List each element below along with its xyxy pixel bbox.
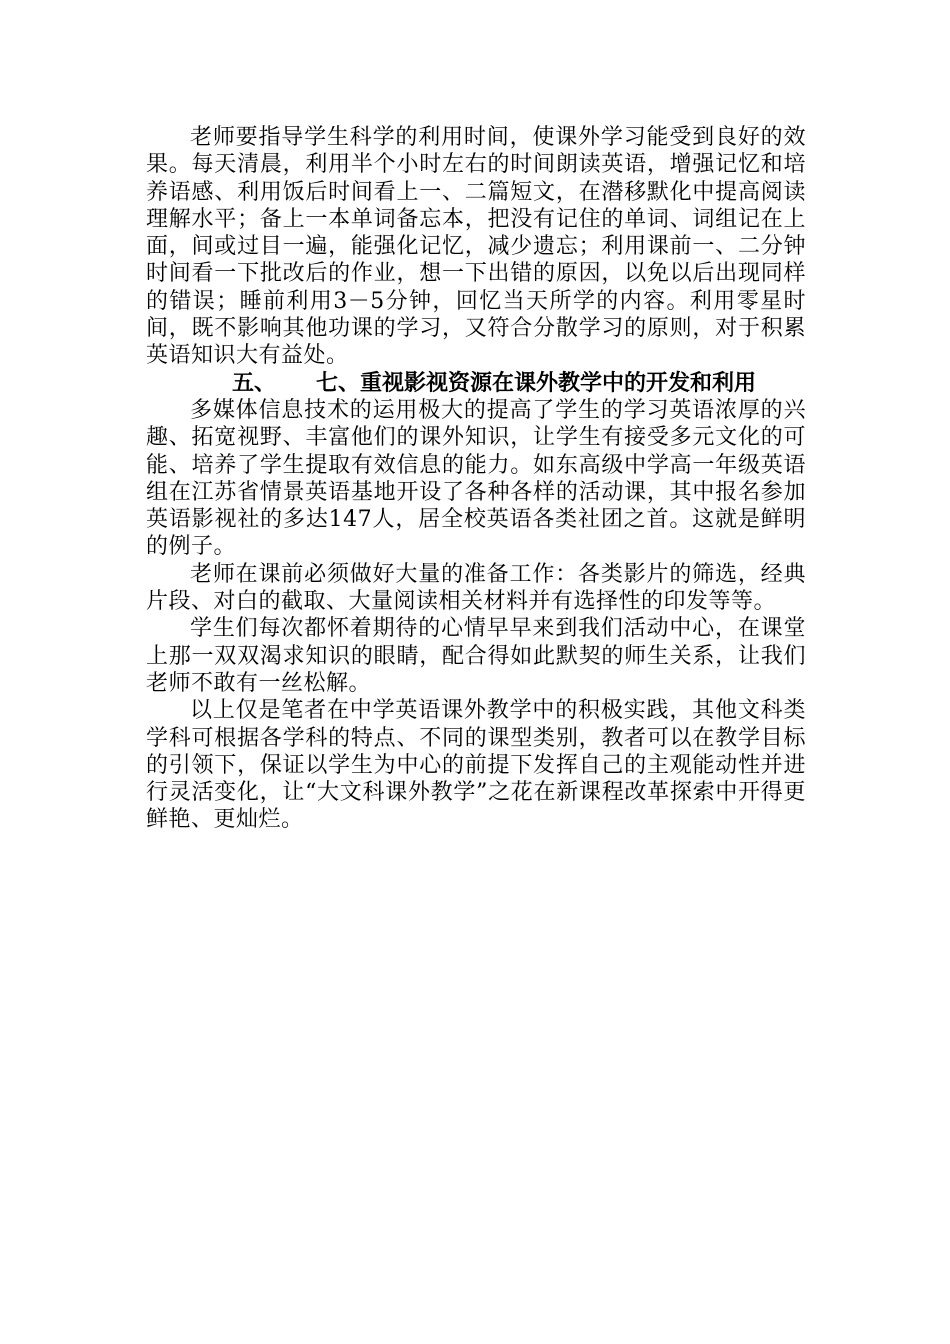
paragraph-student-expectation: 学生们每次都怀着期待的心情早早来到我们活动中心，在课堂上那一双双渴求知识的眼睛，配合得如此默契的师生关系，让我们老师不敢有一丝松解。 <box>146 616 806 696</box>
paragraph-multimedia: 多媒体信息技术的运用极大的提高了学生的学习英语浓厚的兴趣、拓宽视野、丰富他们的课外知识，让学生有接受多元文化的可能、培养了学生提取有效信息的能力。如东高级中学高一年级英语组在江苏省情景英语基地开设了各种各样的活动课，其中报名参加英语影视社的多达147人，居全校英语各类社团之首。这就是鲜明的例子。 <box>146 397 806 560</box>
section-heading <box>146 370 806 397</box>
paragraph-conclusion: 以上仅是笔者在中学英语课外教学中的积极实践，其他文科类学科可根据各学科的特点、不同的课型类别，教者可以在教学目标的引领下，保证以学生为中心的前提下发挥自己的主观能动性并进行灵活变化，让“大文科课外教学”之花在新课程改革探索中开得更鲜艳、更灿烂。 <box>146 698 806 833</box>
paragraph-time-management: 老师要指导学生科学的利用时间，使课外学习能受到良好的效果。每天清晨，利用半个小时左右的时间朗读英语，增强记忆和培养语感、利用饭后时间看上一、二篇短文，在潜移默化中提高阅读理解水平；备上一本单词备忘本，把没有记住的单词、词组记在上面，间或过目一遍，能强化记忆，减少遗忘；利用课前一、二分钟时间看一下批改后的作业，想一下出错的原因，以免以后出现同样的错误；睡前利用3－5分钟，回忆当天所学的内容。利用零星时间，既不影响其他功课的学习，又符合分散学习的原则，对于积累英语知识大有益处。 <box>146 125 806 369</box>
section-title: 七、重视影视资源在课外教学中的开发和利用 <box>316 370 757 396</box>
document-page <box>146 124 806 834</box>
section-number: 五、 <box>232 370 277 396</box>
paragraph-teacher-preparation: 老师在课前必须做好大量的准备工作：各类影片的筛选，经典片段、对白的截取、大量阅读相关材料并有选择性的印发等等。 <box>146 561 806 615</box>
